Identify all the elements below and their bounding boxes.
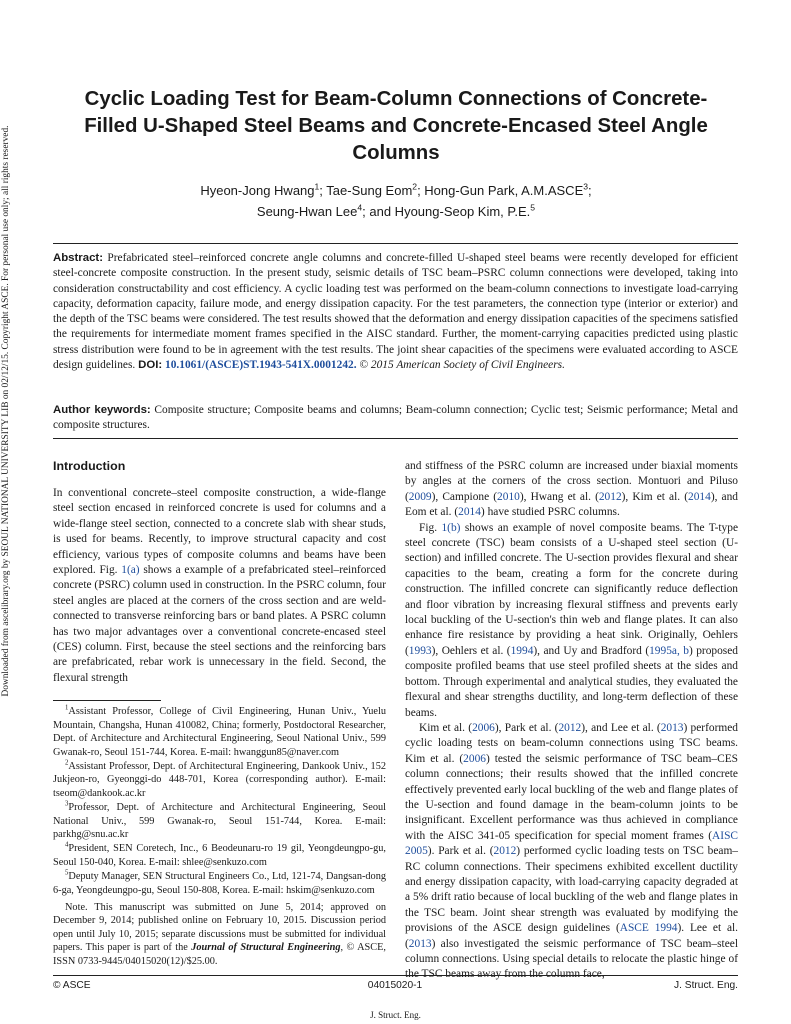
section-heading: Introduction bbox=[53, 459, 126, 473]
left-column bbox=[53, 458, 386, 969]
keywords-text: Composite structure; Composite beams and columns; Beam-column connection; Cyclic test; Seismic performance; Metal and composite structures. bbox=[53, 404, 738, 432]
citation-link[interactable]: 2014 bbox=[458, 506, 481, 519]
citation-link[interactable]: 2014 bbox=[688, 490, 711, 503]
figure-link[interactable]: 1(a) bbox=[121, 564, 140, 577]
citation-link[interactable]: 2009 bbox=[408, 490, 432, 503]
citation-link[interactable]: 2006 bbox=[472, 721, 495, 734]
footer-divider bbox=[53, 975, 738, 976]
citation-link[interactable]: 1993 bbox=[408, 644, 432, 657]
footnotes bbox=[53, 705, 386, 968]
author-keywords bbox=[53, 403, 738, 434]
citation-link[interactable]: 1995a, b bbox=[649, 644, 689, 657]
footnote-rule bbox=[53, 700, 161, 701]
author-name: ; Hong-Gun Park, A.M.ASCE bbox=[417, 183, 584, 198]
abstract-text: Prefabricated steel–reinforced concrete angle columns and concrete-filled U-shaped steel beams were recently developed for efficient steel-concrete composite construction. In the present study, seismic details of TSC beam–PSRC column connections were developed, taking into consideration constructability and cost efficiency. A cyclic loading test was performed on the beam-column connections to investigate load-carrying capacity, deformation capacity, failure mode, and energy dissipation capacity. For the test parameters, the connection type (interior or exterior) and the depth of the TSC beams were considered. The test results showed that the deformation and energy dissipation capacities of the specimens satisfied the requirements for intermediate moment frames specified in the AISC standard. Further, the moment-carrying capacities predicted using plastic stress distribution were found to be in agreement with the test results. The joint shear capacities of the specimens were evaluated according to ASCE design guidelines. bbox=[53, 252, 738, 372]
keywords-label: Author keywords: bbox=[53, 404, 151, 416]
footnote: $^1$Assistant Professor, College of Civil Engineering, Hunan Univ., Yuelu Mountain, Changsha, Hunan 410082, China; formerly, Postdoctoral Researcher, Dept. of Architecture and Architectural Engineering, Seoul National Univ., 599 Gwanak-ro, Seoul 151-744, Korea. E-mail: hwanggun85@naver.com bbox=[53, 704, 386, 758]
divider bbox=[53, 243, 738, 244]
bottom-journal-label: J. Struct. Eng. bbox=[370, 1010, 421, 1020]
citation-link[interactable]: AISC 2005 bbox=[405, 829, 738, 858]
paragraph: In conventional concrete–steel composite construction, a wide-flange steel section encased in reinforced concrete is used for columns and a wide-flange steel section, connected to a concrete slab with shear studs, is used for beams. Recently, to improve structural capacity and cost efficiency, various types of composite columns and beams have been explored. Fig. 1(a) shows a example of a prefabricated steel–reinforced concrete (PSRC) column used in construction. In the PSRC column, four steel angles are placed at the corners of the cross section and are weld-connected to transverse reinforcing bars or band plates. A PSRC column has two major advantages over a conventional concrete-encased steel (CES) column. First, because the steel sections and the reinforcing bars are prefabricated, rebar work is unnecessary in the field. Second, the flexural strength bbox=[53, 487, 387, 684]
footer-publisher: © ASCE bbox=[53, 980, 91, 991]
citation-link[interactable]: 2012 bbox=[558, 721, 582, 734]
abstract: Abstract: Prefabricated steel–reinforced concrete angle columns and concrete-filled U-shaped steel beams were recently developed for efficient steel-concrete composite construction. In the present study, seismic details of TSC beam–PSRC column connections were developed, taking into consideration constructability and cost efficiency. A cyclic loading test was performed on the beam-column connections to investigate load-carrying capacity, deformation capacity, failure mode, and energy dissipation capacity. For the test parameters, the connection type (interior or exterior) and the depth of the TSC beams were considered. The test results showed that the deformation and energy dissipation capacities of the specimens satisfied the requirements for intermediate moment frames specified in the AISC standard. Further, the moment-carrying capacities predicted using plastic stress distribution were found to be in agreement with the test results. The joint shear capacities of the specimens were evaluated according to ASCE design guidelines. DOI: 10.1061/(ASCE)ST.1943-541X.0001242. © 2015 American Society of Civil Engineers. bbox=[53, 252, 738, 372]
footnote: $^3$Professor, Dept. of Architecture and Architectural Engineering, Seoul National Univ., 599 Gwanak-ro, Seoul 151-744, Korea. E-mail: parkhg@snu.ac.kr bbox=[53, 800, 386, 840]
citation-link[interactable]: 2012 bbox=[598, 490, 622, 503]
author-name: ; and Hyoung-Seop Kim, P.E. bbox=[362, 204, 531, 219]
paragraph: and stiffness of the PSRC column are increased under biaxial moments by angles at the corners of the cross section. Montuori and Piluso (2009), Campione (2010), Hwang et al. (2012), Kim et al. (2014), and Eom et al. (2014) have studied PSRC columns. bbox=[405, 460, 739, 519]
paper-title: Cyclic Loading Test for Beam-Column Connections of Concrete-Filled U-Shaped Steel Beams and Concrete-Encased Steel Angle Columns bbox=[84, 88, 708, 164]
paragraph: Fig. 1(b) shows an example of novel composite beams. The T-type steel concrete (TSC) beam consists of a U-shaped steel section (U-section) and infilled concrete. The U-section provides flexural and shear capacities to the beam, creating a form for the concrete during construction. The infilled concrete can significantly reduce deflection and floor vibration by increasing flexural stiffness and prevents early local buckling of the U-section's thin web and flange plates. It can also enhance fire resistance by providing a heat sink. Originally, Oehlers (1993), Oehlers et al. (1994), and Uy and Bradford (1995a, b) proposed composite profiled beams that use steel profiled sheets at the sides and bottom. Through experimental and analytical studies, they evaluated the flexural and shear strengths ductility, and long-term deflection of these beams. bbox=[405, 521, 739, 719]
author-name: Hyeon-Jong Hwang bbox=[200, 183, 315, 198]
manuscript-note: Note. This manuscript was submitted on June 5, 2014; approved on December 9, 2014; published online on February 10, 2015. Discussion period open until July 10, 2015; separate discussions must be submitted for individual papers. This paper is part of the Journal of Structural Engineering, © ASCE, ISSN 0733-9445/04015020(12)/$25.00. bbox=[53, 901, 386, 967]
copyright: © 2015 American Society of Civil Engineers. bbox=[356, 359, 565, 372]
divider bbox=[53, 438, 738, 439]
footnote: $^2$Assistant Professor, Dept. of Architectural Engineering, Dankook Univ., 152 Jukjeon-ro, Gyeonggi-do 448-701, Korea (corresponding author). E-mail: tseom@dankook.ac.kr bbox=[53, 759, 386, 799]
citation-link[interactable]: 2010 bbox=[497, 490, 520, 503]
citation-link[interactable]: ASCE 1994 bbox=[619, 922, 678, 935]
footer-journal: J. Struct. Eng. bbox=[674, 980, 738, 991]
citation-link[interactable]: 2012 bbox=[493, 845, 517, 858]
author-name: Seung-Hwan Lee bbox=[256, 204, 358, 219]
paragraph: Kim et al. (2006), Park et al. (2012), and Lee et al. (2013) performed cyclic loading tests on beam-column connections using TSC beams. Kim et al. (2006) tested the seismic performance of TSC beam–CES column connections; their results showed that the infilled concrete effectively prevented early local buckling of the web and flange plates of the U-section and found damage in the beam-column joints to be insignificant. Excellent performance was thus achieved in compliance with the AISC 341-05 specification for special moment frames (AISC 2005). Park et al. (2012) performed cyclic loading tests on TSC beam–RC column connections. Their specimens exhibited excellent ductility and energy dissipation capacity, with load-carrying capacity degraded at a 5% drift ratio because of local buckling of the web and flange plates in the TSC beam. Joint shear strength was evaluated by modifying the provisions of the ASCE design guidelines (ASCE 1994). Lee et al. (2013) also investigated the seismic performance of TSC beam–steel column connections. Using special details to relocate the plastic hinge of bbox=[405, 721, 739, 965]
download-notice: Downloaded from ascelibrary.org by SEOUL NATIONAL UNIVERSITY LIB on 02/12/15. Copyright ASCE. For personal use only; all rights reserved. bbox=[1, 125, 11, 697]
right-column bbox=[405, 459, 738, 983]
author-name: ; Tae-Sung Eom bbox=[319, 183, 413, 198]
doi-link[interactable]: 10.1061/(ASCE)ST.1943-541X.0001242. bbox=[165, 359, 357, 372]
abstract-label: Abstract: bbox=[53, 252, 104, 264]
citation-link[interactable]: 2006 bbox=[463, 752, 486, 765]
citation-link[interactable]: 1994 bbox=[510, 644, 534, 657]
author-list: Hyeon-Jong Hwang$^1$; Tae-Sung Eom$^2$; Hong-Gun Park, A.M.ASCE$^3$; Seung-Hwan Lee$^4$; and Hyoung-Seop Kim, P.E.$^5$ bbox=[200, 181, 592, 219]
citation-link[interactable]: 2013 bbox=[408, 937, 432, 950]
footnote: $^4$President, SEN Coretech, Inc., 6 Beodeunaru-ro 19 gil, Yeongdeungpo-gu, Seoul 150-040, Korea. E-mail: shlee@senkuzo.com bbox=[53, 841, 386, 868]
journal-name: Journal of Structural Engineering bbox=[191, 942, 341, 954]
figure-link[interactable]: 1(b) bbox=[441, 521, 461, 534]
footnote: $^5$Deputy Manager, SEN Structural Engineers Co., Ltd, 121-74, Dangsan-dong 6-ga, Yeongdeungpo-gu, Seoul 150-808, Korea. E-mail: hskim@senkuzo.com bbox=[53, 869, 386, 896]
citation-link[interactable]: 2013 bbox=[660, 721, 684, 734]
footer-page-id: 04015020-1 bbox=[367, 980, 423, 991]
